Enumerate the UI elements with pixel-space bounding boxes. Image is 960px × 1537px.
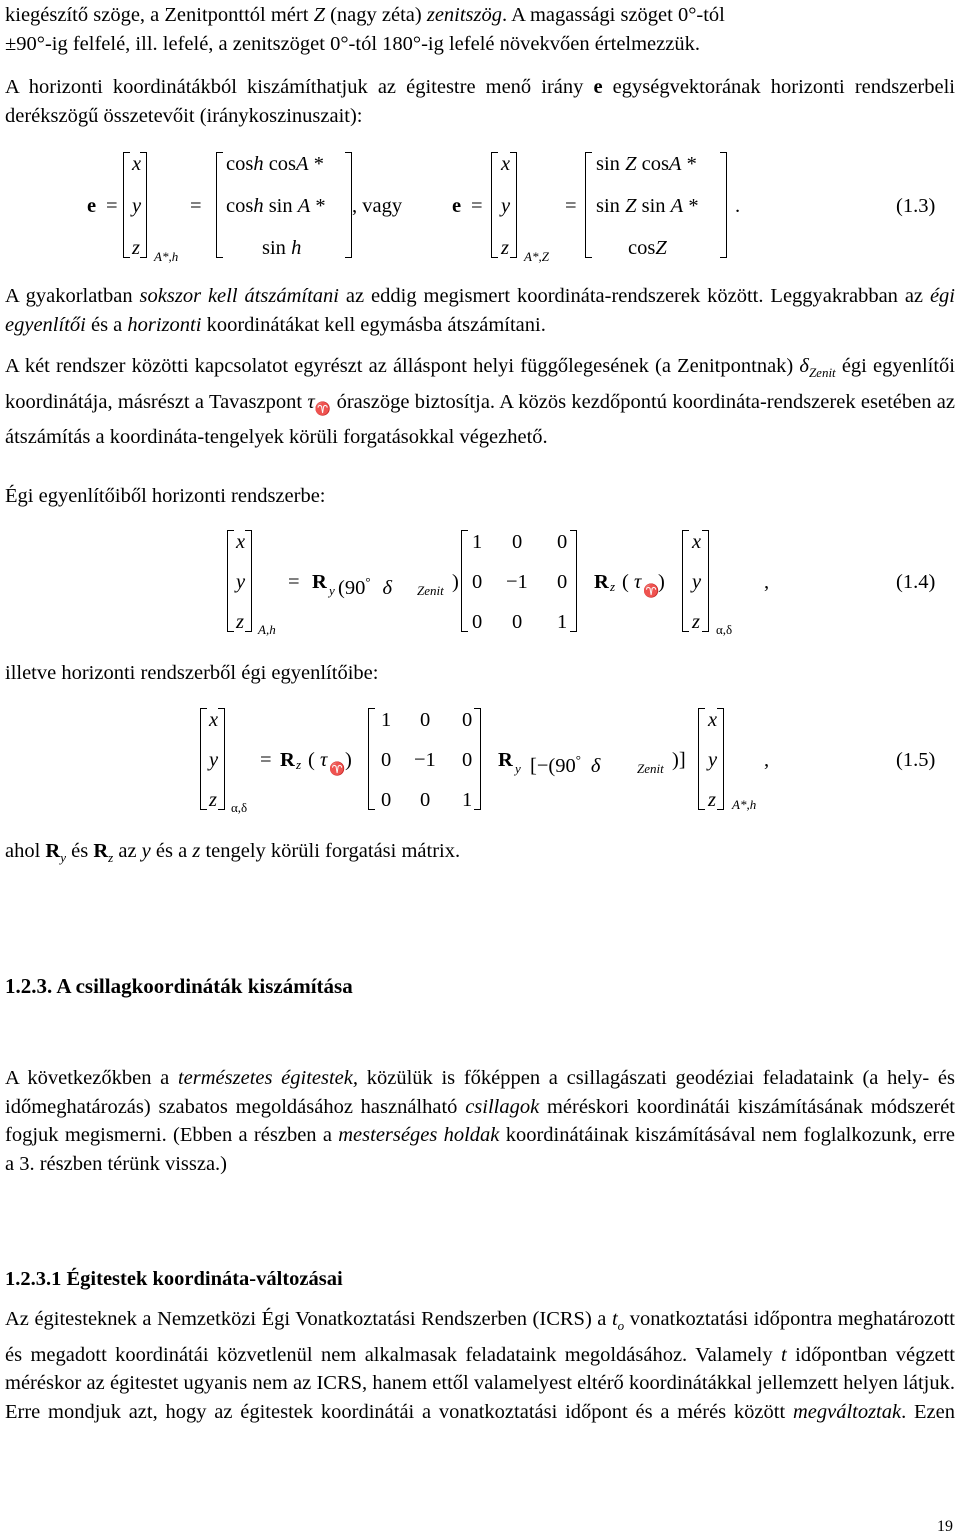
paren-open: (: [308, 749, 315, 771]
bracket-right: [345, 152, 352, 258]
matrix-cell: 1: [472, 531, 483, 553]
equation-number: (1.5): [896, 749, 936, 771]
bracket-right: [702, 530, 709, 632]
paragraph-conversion-intro: A gyakorlatban sokszor kell átszámítani az eddig megismert koordináta-rendszerek között. Leggyakrabban az égi egyenlítői és a horizonti koordinátákat kell egymásba átszámítani.: [5, 285, 955, 336]
paragraph-star-coordinates: A következőkben a természetes égitestek, közülük is főképpen a csillagászati geodéziai feladataink (a hely- és időmeghatározás) szabatos megoldásához használható csillagok méréskori koordinátái kiszámításának módszerét fogjuk megismerni. (Ebben a részben a mesterséges holdak koordinátáinak kiszámításával nem foglalkozunk, erre a 3. részben térünk vissza.): [5, 1067, 955, 1175]
bracket-left: [216, 152, 223, 258]
subscript-ah: A,h: [258, 622, 276, 637]
matrix-cell: sin Z sin A *: [596, 195, 699, 217]
rotation-matrix-R: R: [280, 749, 295, 771]
component-y: y: [236, 571, 246, 593]
matrix-cell: sin h: [262, 237, 302, 259]
bracket-left: [585, 152, 592, 258]
matrix-cell: 0: [420, 709, 431, 731]
matrix-cell: 0: [420, 789, 431, 811]
component-z: z: [692, 611, 700, 633]
bracket-left: [227, 530, 234, 632]
equals-sign: =: [106, 195, 118, 217]
aries-symbol: ♈: [329, 761, 346, 776]
component-z: z: [236, 611, 244, 633]
matrix-cell: −1: [414, 749, 436, 771]
component-z: z: [132, 237, 140, 259]
subscript-zenit: Zenit: [637, 761, 664, 776]
text-line-2: ±90°-ig felfelé, ill. lefelé, a zenitszöget 0°-tól 180°-ig lefelé növekvően értelmezzük.: [5, 33, 700, 55]
equation-1-5: [0, 700, 960, 825]
subscript-y: y: [515, 761, 521, 776]
subscript-ah: A*,h: [154, 249, 179, 264]
paragraph-coordinate-changes: Az égitesteknek a Nemzetközi Égi Vonatkoztatási Rendszerben (ICRS) a $t_o$ vonatkoztatási időpontra meghatározott és megadott koordinátái közvetlenül nem alkalmasak feladataink megoldásához. Valamely t időpontban végzett méréskor az égitestet ugyanis nem az ICRS, hanem ettől valamelyest eltérő koordinátákkal jellemzett helyen látjuk. Erre mondjuk azt, hogy az égitestek koordinátái a vonatkoztatási időpont és a mérés között megváltoztak. Ezen: [5, 1308, 955, 1423]
equals-sign: =: [471, 195, 483, 217]
matrix-cell: 1: [557, 611, 568, 633]
equals-sign: =: [288, 571, 300, 593]
component-y: y: [692, 571, 702, 593]
paragraph-hor-to-eq: illetve horizonti rendszerből égi egyenlítőibe:: [5, 662, 379, 684]
subsection-heading: 1.2.3.1 Égitestek koordináta-változásai: [5, 1268, 343, 1290]
matrix-cell: 0: [472, 571, 483, 593]
paragraph-direction-vector: A horizonti koordinátákból kiszámíthatjuk az égitestre menő irány e egységvektorának horizonti rendszerbeli derékszögű összetevőit (iránykoszinuszait):: [5, 76, 955, 127]
comma: ,: [764, 749, 770, 771]
matrix-cell: 0: [557, 531, 568, 553]
equals-sign: =: [190, 195, 202, 217]
aries-symbol: ♈: [643, 583, 660, 598]
subscript-alpha-delta: α,δ: [716, 622, 733, 637]
matrix-cell: 1: [381, 709, 392, 731]
bracket-left: [682, 530, 689, 632]
bracket-right: [245, 530, 252, 632]
matrix-cell: 0: [381, 749, 392, 771]
matrix-cell: 0: [462, 709, 473, 731]
equation-number: (1.3): [896, 195, 936, 217]
paren-close: ): [658, 571, 665, 593]
bracket-right: [474, 708, 481, 810]
tau-symbol: τ: [320, 749, 328, 771]
page-number: 19: [937, 1518, 953, 1535]
bracket-right: [218, 708, 225, 810]
subscript-ah: A*,h: [732, 797, 757, 812]
matrix-cell: 0: [512, 611, 523, 633]
component-x: x: [692, 531, 702, 553]
component-y: y: [501, 195, 511, 217]
paragraph-eq-to-hor: Égi egyenlítőiből horizonti rendszerbe:: [5, 485, 326, 507]
angle-arg: [−(90° δ: [530, 752, 601, 777]
component-x: x: [209, 709, 219, 731]
bracket-right: [570, 530, 577, 632]
matrix-cell: 1: [462, 789, 473, 811]
component-y: y: [209, 749, 219, 771]
paren-open: (: [622, 571, 629, 593]
subscript-z: z: [610, 579, 616, 594]
vagy-text: , vagy: [352, 195, 403, 217]
paren-close: ): [345, 749, 352, 771]
matrix-cell: 0: [381, 789, 392, 811]
paragraph-rotation-matrices: ahol $R_y$ és $R_z$ az y és a z tengely körüli forgatási mátrix.: [5, 840, 461, 866]
subscript-zenit: Zenit: [417, 583, 444, 598]
subscript-az: A*,Z: [524, 249, 549, 264]
equation-1-4: [0, 522, 960, 647]
angle-arg: (90° δ: [338, 574, 393, 599]
equation-number: (1.4): [896, 571, 936, 593]
paren-close: )]: [672, 749, 686, 771]
matrix-cell: 0: [557, 571, 568, 593]
rotation-matrix-R: R: [312, 571, 327, 593]
component-z: z: [209, 789, 217, 811]
matrix-cell: cosh cosA *: [226, 153, 324, 175]
bracket-right: [140, 152, 147, 258]
bracket-left: [491, 152, 498, 258]
matrix-cell: sin Z cosA *: [596, 153, 697, 175]
bracket-left: [461, 530, 468, 632]
subscript-z: z: [296, 757, 302, 772]
matrix-cell: 0: [462, 749, 473, 771]
subscript-alpha-delta: α,δ: [231, 800, 248, 815]
text-line-1: kiegészítő szöge, a Zenitponttól mért Z (nagy zéta) zenitszög. A magassági szöget 0°-tól: [5, 4, 725, 26]
component-x: x: [501, 153, 511, 175]
matrix-cell: −1: [506, 571, 528, 593]
component-x: x: [236, 531, 246, 553]
matrix-cell: 0: [472, 611, 483, 633]
component-z: z: [708, 789, 716, 811]
section-heading: 1.2.3. A csillagkoordináták kiszámítása: [5, 974, 353, 998]
rotation-matrix-R: R: [594, 571, 609, 593]
component-y: y: [708, 749, 718, 771]
bracket-right: [717, 708, 724, 810]
subscript-y: y: [329, 583, 335, 598]
vector-e: e: [87, 195, 97, 217]
bracket-left: [200, 708, 207, 810]
bracket-left: [368, 708, 375, 810]
tau-symbol: τ: [634, 571, 642, 593]
period: .: [735, 195, 741, 217]
paren-close: ): [452, 571, 459, 593]
bracket-left: [698, 708, 705, 810]
component-y: y: [132, 195, 142, 217]
rotation-matrix-R: R: [498, 749, 513, 771]
equals-sign: =: [260, 749, 272, 771]
component-x: x: [132, 153, 142, 175]
bracket-right: [510, 152, 517, 258]
equation-1-3: [0, 140, 960, 270]
bracket-right: [720, 152, 727, 258]
paragraph-relation: A két rendszer közötti kapcsolatot egyrészt az álláspont helyi függőlegesének (a Zenitpontnak) $\delta_{Zenit}$ égi egyenlítői koordinátája, másrészt a Tavaszpont $\tau_♈$ óraszöge biztosítja. A közös kezdőpontú koordináta-rendszerek esetében az átszámítás a koordináta-tengelyek körüli forgatásokkal végezhető.: [5, 355, 955, 449]
equals-sign: =: [565, 195, 577, 217]
matrix-cell: cosZ: [628, 237, 667, 259]
component-z: z: [501, 237, 509, 259]
comma: ,: [764, 571, 770, 593]
component-x: x: [708, 709, 718, 731]
matrix-cell: 0: [512, 531, 523, 553]
vector-e: e: [452, 195, 462, 217]
matrix-cell: cosh sin A *: [226, 195, 326, 217]
bracket-left: [123, 152, 130, 258]
